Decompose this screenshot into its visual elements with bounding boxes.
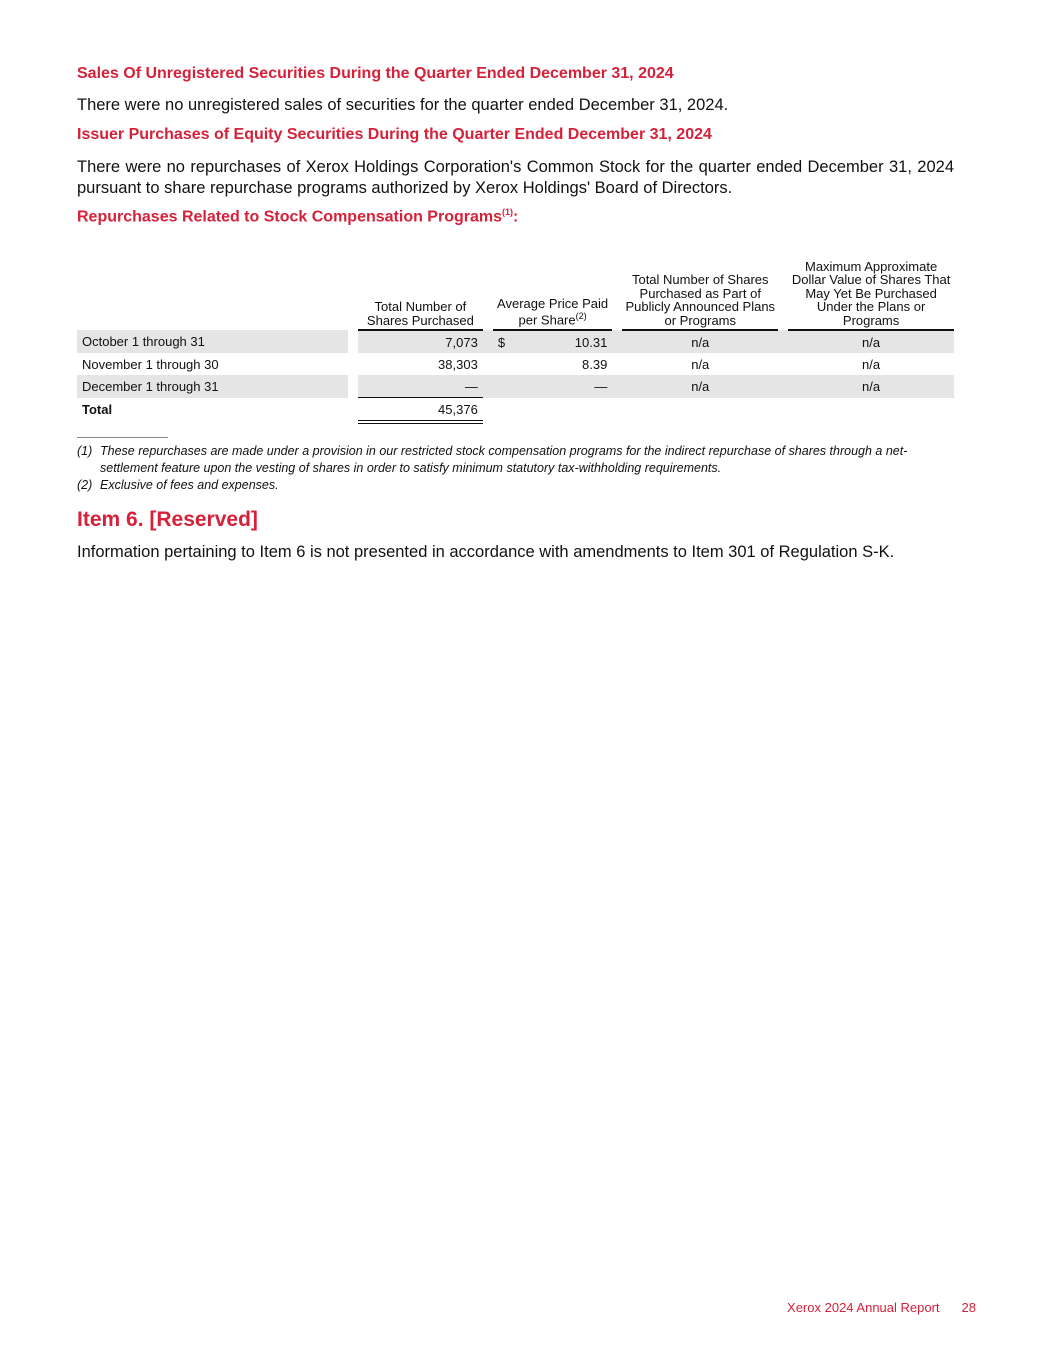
row-shares: — [358, 375, 483, 398]
row-label: October 1 through 31 [77, 330, 348, 353]
table-total-row [77, 398, 954, 423]
row-plans: n/a [622, 375, 778, 398]
footnote-ref: (1) [502, 207, 513, 217]
table-row [77, 330, 954, 353]
footnote-number: (2) [77, 478, 93, 492]
footnote-text: Exclusive of fees and expenses. [100, 478, 279, 492]
footnote-text: These repurchases are made under a provision in our restricted stock compensation programs for the indirect repurchase of shares through a net-settlement feature upon the vesting of shares in order to satisfy minimum statutory tax-withholding requirements. [100, 444, 908, 475]
page-number: 28 [961, 1300, 976, 1315]
header-max-value: Maximum Approximate Dollar Value of Shares That May Yet Be Purchased Under the Plans or Programs [788, 250, 954, 330]
currency-symbol: $ [497, 334, 506, 350]
footnote-1 [77, 443, 957, 477]
row-price: 8.39 [582, 356, 608, 372]
heading-colon: : [513, 208, 519, 226]
paragraph-issuer-purchases: There were no repurchases of Xerox Holdings Corporation's Common Stock for the quarter ended December 31, 2024 pursuant to share repurchase programs authorized by Xerox Holdings' Board of Directors. [77, 158, 954, 197]
row-shares: 7,073 [358, 330, 483, 353]
footnotes [77, 443, 957, 494]
header-average-price [493, 250, 613, 330]
total-label: Total [82, 402, 113, 418]
row-label: December 1 through 31 [77, 375, 348, 398]
row-plans: n/a [622, 330, 778, 353]
row-price: — [493, 375, 613, 398]
item6-heading: Item 6. [Reserved] [77, 508, 258, 531]
page-footer [787, 1300, 976, 1315]
row-max: n/a [788, 330, 954, 353]
heading-text: Repurchases Related to Stock Compensation Programs [77, 208, 502, 226]
row-price [493, 330, 613, 353]
table-header-row [77, 250, 954, 330]
footnote-number: (1) [77, 444, 93, 458]
heading-unregistered-sales: Sales Of Unregistered Securities During the Quarter Ended December 31, 2024 [77, 65, 674, 82]
table-row [77, 375, 954, 398]
row-max: n/a [788, 375, 954, 398]
row-label: November 1 through 30 [82, 356, 219, 372]
header-total-shares: Total Number of Shares Purchased [358, 250, 483, 330]
total-shares: 45,376 [358, 398, 483, 423]
heading-stock-compensation [77, 207, 518, 226]
item6-text: Information pertaining to Item 6 is not presented in accordance with amendments to Item 301 of Regulation S-K. [77, 543, 895, 561]
paragraph-unregistered-sales: There were no unregistered sales of securities for the quarter ended December 31, 2024. [77, 96, 729, 114]
footer-report-title: Xerox 2024 Annual Report [787, 1300, 940, 1315]
repurchases-table [77, 250, 954, 424]
footnote-divider [77, 437, 168, 438]
header-text: Average Price Paid per Share [497, 295, 609, 328]
price-value: 10.31 [574, 334, 608, 350]
row-max: n/a [862, 356, 881, 372]
row-plans: n/a [691, 356, 710, 372]
footnote-2 [77, 477, 957, 494]
footnote-ref: (2) [575, 311, 587, 322]
heading-issuer-purchases: Issuer Purchases of Equity Securities During the Quarter Ended December 31, 2024 [77, 126, 712, 143]
header-plans-shares: Total Number of Shares Purchased as Part of Publicly Announced Plans or Programs [622, 250, 778, 330]
row-shares: 38,303 [438, 356, 478, 372]
table-row [77, 353, 954, 375]
